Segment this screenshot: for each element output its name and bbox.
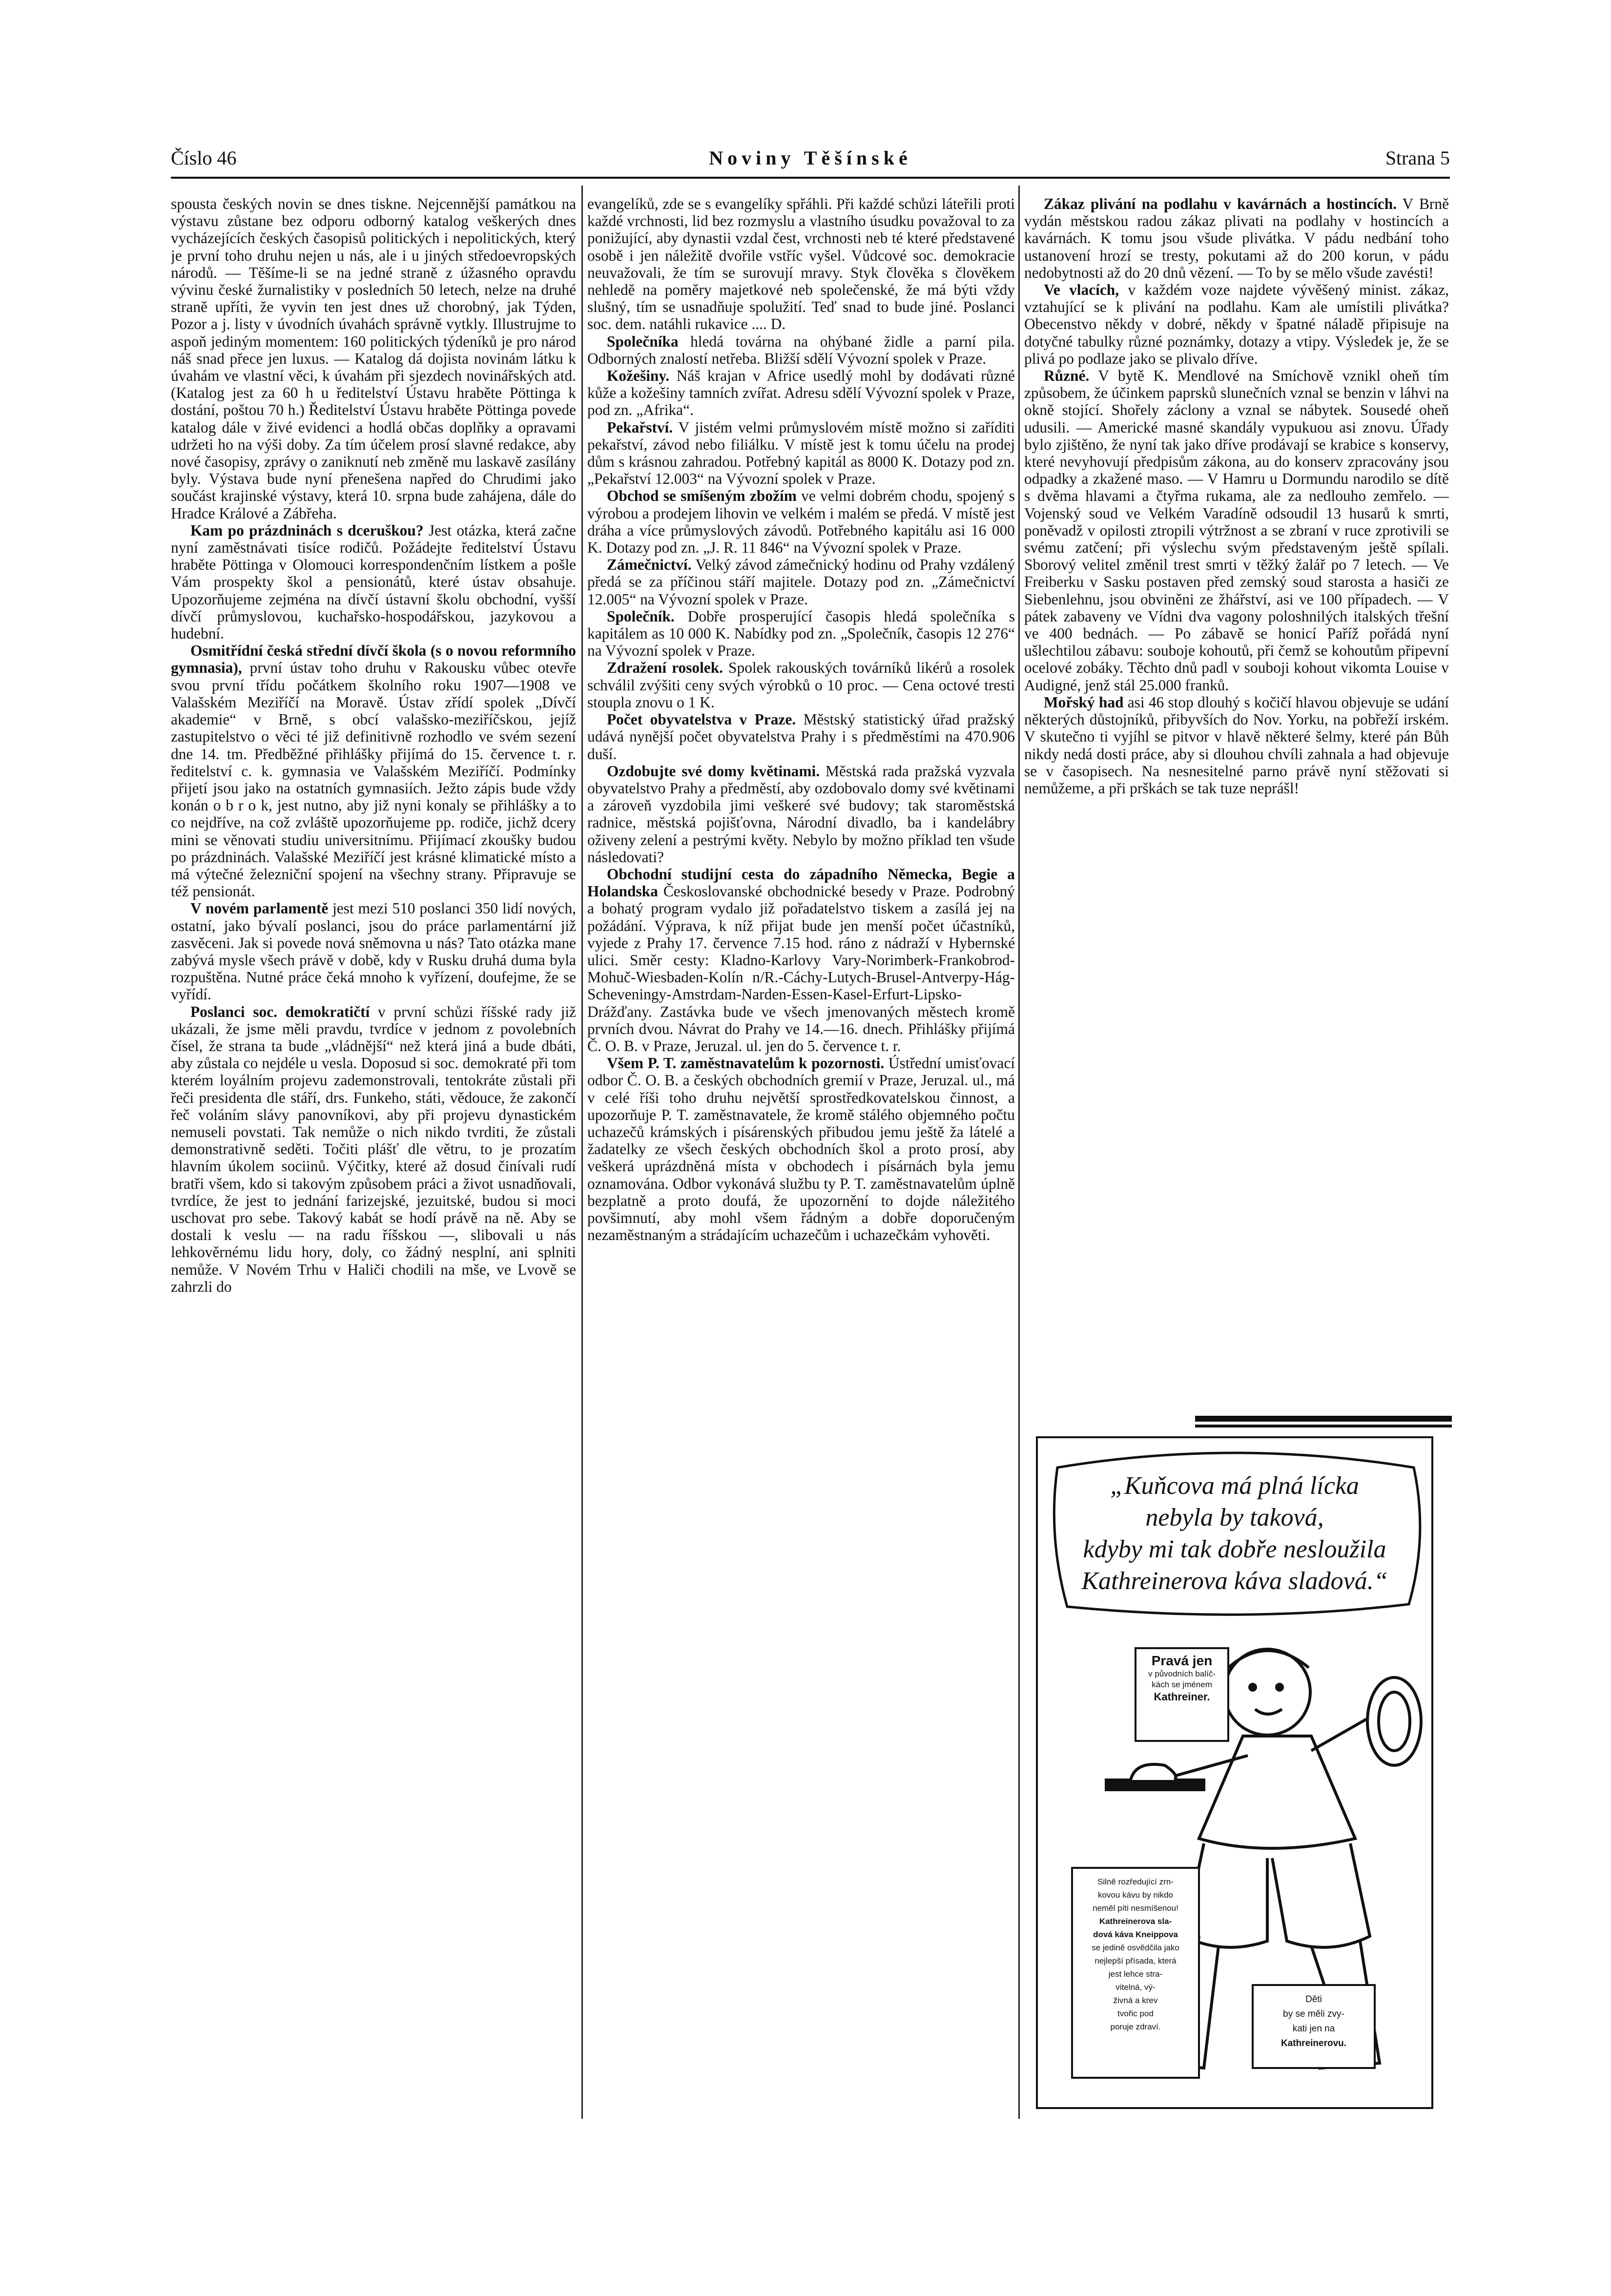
- ad-headline-line: nebyla by taková,: [1145, 1504, 1324, 1531]
- article-heading: Různé.: [1044, 367, 1090, 385]
- article-paragraph: [587, 487, 1015, 556]
- article-heading: Pekařství.: [607, 418, 673, 436]
- newspaper-title: Noviny Těšínské: [709, 147, 912, 169]
- article-body: v každém voze najdete vývěšený minist. zákaz, vztahující se k plivání na podlahu. Kam ale umístili plivátka? Obecenstvo někdy v dobré, někdy v špatné náladě připisuje na dotyčné tabulky různé poznámky, dotazy a vtipy. Výsledek je, že se plivá po podlaze jako se plivalo dříve.: [1024, 281, 1449, 367]
- article-paragraph: [587, 195, 1015, 333]
- article-heading: Mořský had: [1044, 693, 1124, 711]
- article-paragraph: [587, 763, 1015, 866]
- article-heading: Poslanci soc. demokratičtí: [190, 1003, 370, 1020]
- article-body: Spolek rakouských továrníků likérů a rosolek schválil zvýšiti ceny svých výrobků o 10 proc. — Cena octové tresti stoupla znovu o 1 K.: [587, 659, 1015, 711]
- ad-box-line: vitelná, vý-: [1115, 1983, 1156, 1992]
- ad-box3-text: [1253, 1992, 1375, 2051]
- article-heading: Ve vlacích,: [1044, 281, 1119, 299]
- header-rule: [171, 177, 1450, 179]
- article-heading: Osmitřídní česká střední dívčí škola (s o novou reformního gymnasia),: [171, 642, 576, 677]
- article-body: Městská rada pražská vyzvala obyvatelstvo Prahy a předměstí, aby ozdobovalo domy své květinami a zároveň vyzdobila jimi veškeré své budovy; tak staroměstská radnice, městská pojišťovna, Národní divadlo, ba i kandelábry oživeny zelení a pestrými květy. Nebylo by možno příklad ten všude následovati?: [587, 762, 1015, 866]
- article-body: Ústřední umisťovací odbor Č. O. B. a českých obchodních gremií v Praze, Jeruzal. ul., má v celé říši toho druhu největší sprostředkovatelskou činnost, a upozorňuje P. T. zaměstnavatele, že kromě stálého objemného počtu uchazečů krámských i písárenských přibudou jemu ještě ža látelé a žadatelky ze všech českých obchodních škol a proto prosí, aby veškerá uprázdněná místa v obchodech i písárnách byla jemu oznamována. Odbor vykonává službu ty P. T. zaměstnavatelům úplně bezplatně a proto doufá, že upozornění to dojde náležitého povšimnutí, aby mohl všem řádným a dobře doporučeným nezaměstnaným a strádajícím uchazečům i uchazečkám vyhověti.: [587, 1055, 1015, 1244]
- article-heading: Zákaz plivání na podlahu v kavárnách a hostincích.: [1044, 195, 1397, 212]
- article-heading: Všem P. T. zaměstnavatelům k pozornosti.: [607, 1055, 885, 1072]
- column-2: [587, 195, 1015, 2119]
- article-body: V Brně vydán městskou radou zákaz plivati na podlahy v hostincích a kavárnách. K tomu jsou všude plivátka. V pádu nedbání toho ustanovení hrozí se tresty, pokutami až do 200 korun, v pádu nedobytnosti až do 20 dnů vězení. — To by se mělo všude zavésti!: [1024, 195, 1449, 281]
- article-heading: Zdražení rosolek.: [607, 659, 723, 677]
- ad-box-line: živná a krev: [1113, 1996, 1158, 2005]
- article-paragraph: [587, 608, 1015, 660]
- article-paragraph: [587, 333, 1015, 367]
- article-paragraph: [1024, 195, 1449, 281]
- article-paragraph: [171, 522, 576, 642]
- ad-box1-line: v původních balíč-: [1148, 1669, 1216, 1678]
- article-heading: Kožešiny.: [607, 367, 670, 385]
- column-3: [1024, 195, 1449, 1167]
- article-body: V jistém velmi průmyslovém místě možno si zaříditi pekařství, závod nebo filiálku. V místě jest k tomu účelu na prodej dům s krásnou zahradou. Potřebný kapitál as 8000 K. Dotazy pod zn. „Pekařství 12.003“ na Vývozní spolek v Praze.: [587, 418, 1015, 488]
- article-body: evangelíků, zde se s evangelíky spřáhli. Při každé schůzi láteřili proti každé vrchnosti, lid bez rozmyslu a vlastního úsudku považoval to za ponižující, aby dynastii vzdal čest, vrchnosti neb té které představené osobě i jen náležitě dvořile vstříc vyšel. Vůdcové soc. demokracie neuvažovali, že tím se surovují mravy. Styk člověka s člověkem nehledě na poměry majetkové neb společenské, že má býti vždy slušný, tím se usnadňuje spolužití. Teď snad to bude jiné. Poslanci soc. dem. natáhli rukavice .... D.: [587, 195, 1015, 333]
- article-heading: Zámečnictví.: [607, 556, 692, 574]
- page-number: Strana 5: [1385, 147, 1450, 169]
- ad-box-line: Kathreinerovu.: [1281, 2038, 1347, 2048]
- ad-box-line: dová káva Kneippova: [1093, 1930, 1178, 1939]
- article-paragraph: [587, 367, 1015, 419]
- article-body: Jest otázka, která začne nyní zaměstnávati tisíce rodičů. Požádejte ředitelství Ústavu hraběte Pöttinga v Olomouci korrespondenčním lístkem a pošle Vám prospekty škol a pensionátů, které ústav obsahuje. Upozorňujeme zejména na dívčí ústavní školu obchodní, vyšší dívčí průmyslovou, kuchařsko-hospodářskou, jazykovou a hudební.: [171, 521, 576, 642]
- ad-box-line: poruje zdraví.: [1110, 2022, 1161, 2031]
- article-body: Městský statistický úřad pražský udává nynější počet obyvatelstva Prahy i s předměstími na 470.906 duší.: [587, 711, 1015, 763]
- article-body: Dobře prosperující časopis hledá společníka s kapitálem as 10 000 K. Nabídky pod zn. „Společník, časopis 12 276“ na Vývozní spolek v Praze.: [587, 607, 1015, 660]
- ad-box-line: tvořic pod: [1117, 2009, 1154, 2018]
- ad-box2-text: [1072, 1875, 1199, 2033]
- article-paragraph: [587, 659, 1015, 711]
- article-body: jest mezi 510 poslanci 350 lidí nových, ostatní, jako bývalí poslanci, jsou do práce parlamentární již zasvěceni. Jak si povede nová sněmovna u nás? Tato otázka mane zabývá mysle všech právě v době, kdy v Rusku druhá duma byla rozpuštěna. Nutné práce čeká mnoho k vyřízení, doufejme, že se vyřídí.: [171, 900, 576, 1003]
- article-body: ve velmi dobrém chodu, spojený s výrobou a prodejem lihovin ve velkém i malém se předá. V místě jest dráha a více průmyslových závodů. Potřebného kapitálu asi 16 000 K. Dotazy pod zn. „J. R. 11 846“ na Vývozní spolek v Praze.: [587, 487, 1015, 557]
- article-paragraph: [1024, 367, 1449, 694]
- article-heading: Společník.: [607, 607, 675, 625]
- ad-box-line: jest lehce stra-: [1108, 1969, 1163, 1979]
- article-paragraph: [587, 419, 1015, 488]
- article-body: V bytě K. Mendlové na Smíchově vznikl oheň tím způsobem, že účinkem paprsků slunečních vznal se benzin v láhvi na okně stojící. Shořely záclony a vznal se nábytek. Sousedé oheň udusili. — Americké masné skandály vypukuou asi znovu. Úřady bylo zjištěno, že nyní tak jako dříve prodávají se krabice s konservy, které nevyhovují předpisům zákona, au do konserv zpracovány jsou odpadky a zkažené maso. — V Hamru u Dormundu narodilo se dítě s dvěma hlavami a čtyřma rukama, ale za nedlouho zemřelo. — Vojenský soud ve Velkém Varadíně odsoudil 13 husarů k smrti, poněvadž v opilosti ztropili výtržnost a se zbraní v ruce zprotivili se svému zatčení; při výslechu svým představeným ještě spílali. Sborový velitel změnil trest smrti v těžký žalář po 7 letech. — Ve Freiberku v Sasku postaven před zemský soud starosta a hasiči ze Siebenlehnu, jsou obviněni ze žhářství, asi ve 100 případech. — V pátek zabaveny ve Vídni dva vagony poloshnilých italských třešní ve 400 bednách. — Po zábavě se honicí Paříž pořádá nyní ušlechtilou zábavu: souboje kohoutů, při čemž se kohoutům připevní ocelové zobáky. Těchto dnů padl v souboji kohout vikomta Louise v Audigné, jenž stál 25.000 franků.: [1024, 367, 1449, 694]
- ad-box-line: kovou kávu by nikdo: [1097, 1890, 1174, 1900]
- ad-box-line: nejlepší přísada, která: [1095, 1956, 1177, 1965]
- ad-box-line: neměl píti nesmíšenou!: [1093, 1903, 1178, 1913]
- ad-box-line: Silně rozředující zrn-: [1097, 1877, 1174, 1886]
- column-1: [171, 195, 576, 2119]
- article-heading: Kam po prázdninách s dceruškou?: [190, 521, 424, 539]
- ad-headline-line: Kathreinerova káva sladová.“: [1081, 1567, 1388, 1595]
- ad-headline-line: kdyby mi tak dobře nesloužila: [1083, 1535, 1386, 1563]
- article-body: v první schůzi říšské rady již ukázali, že jsme měli pravdu, tvrdíce v jednom z povolebních čísel, že strana ta bude „vládnější“ než která jiná a bude dbáti, aby zůstala co nejdéle u vesla. Doposud si soc. demokraté při tom kterém loyálním projevu zademonstrovali, tentokráte zůstali při řeči presidenta dle stáří, drs. Funkeho, státi, vědouce, že zakončí řeč voláním slávy panovníkovi, aby při projevu dynastickém nemuseli povstati. Tak nemůže o nich nikdo tvrditi, že zůstali demonstrativně seděti. Točiti plášť dle větru, to je prozatím hlavním úkolem sociinů. Výčitky, které až dosud činívali rudí bratři všem, kdo si takovým způsobem práci a život usnadňovali, tvrdíce, že jest to jednání farizejské, jezuitské, budou si moci uschovat pro sebe. Takový kabát se hodí právě na ně. Aby se dostali k veslu — na radu říšskou —, slibovali u nás lehkověrnému lidu hory, doly, co žádný nesplní, ani splniti nemůže. V Novém Trhu v Haliči chodili na mše, ve Lvově se zahrzli do: [171, 1003, 576, 1295]
- article-paragraph: [587, 866, 1015, 1055]
- ad-box-line: kati jen na: [1292, 2024, 1335, 2034]
- article-body: Náš krajan v Africe usedlý mohl by dodávati různé kůže a kožešiny tamních zvířat. Adresu sdělí Vývozní spolek v Praze, pod zn. „Afrika“.: [587, 367, 1015, 419]
- column-divider: [1018, 186, 1020, 2119]
- ad-box1-line: kách se jménem: [1152, 1680, 1212, 1689]
- article-paragraph: [171, 900, 576, 1003]
- article-paragraph: [587, 711, 1015, 763]
- ad-box1-line: Kathreiner.: [1154, 1691, 1210, 1703]
- article-heading: Společníka: [607, 332, 679, 350]
- ad-top-band-line: [1195, 1422, 1452, 1425]
- ad-box1-line: Pravá jen: [1151, 1653, 1213, 1668]
- article-body: spousta českých novin se dnes tiskne. Nejcennější památkou na výstavu zůstane bez odporu odborný katalog veškerých dnes vycházejících českých časopisů politických i nepolitických, který je první toho druhu nejen u nás, ale i u jiných středoevropských národů. — Těšíme-li se na jedné straně z úžasného opravdu vývinu české žurnalistiky v posledních 50 letech, nelze na druhé straně upříti, že vyvin ten jest dnes už chorobný, jak Týden, Pozor a j. listy v úvodních úvahách správně vytkly. Illustrujme to aspoň jediným momentem: 160 politických týdeníků je pro národ náš snad přece jen luxus. — Katalog dá dojista novinám látku k úvahám ve vlastní věci, k úvahám při sjezdech novinářských atd. (Katalog jest za 60 h u ředitelství Ústavu hraběte Pöttinga k dostání, poštou 70 h.) Ředitelství Ústavu hraběte Pöttinga povede katalog dále v živé evidenci a hodlá občas doplňky a opravami udržeti ho na výši doby. Za tím účelem prosí slavné redakce, aby nové časopisy, zprávy o zaniknutí neb změně mu laskavě zasílány byly. Výstava bude nyní přenešena napřed do Chrudimi jako součást krajinské výstavy, která 10. srpna bude zahájena, dále do Hradce Králové a Zábřeha.: [171, 195, 576, 522]
- article-paragraph: [587, 1055, 1015, 1243]
- article-body: Velký závod zámečnický hodinu od Prahy vzdálený předá se za příčinou stáří majitele. Dotazy pod zn. „Zámečnictví 12.005“ na Vývozní spolek v Praze.: [587, 556, 1015, 608]
- column-divider: [581, 186, 583, 2119]
- article-paragraph: [171, 195, 576, 522]
- ad-box-line: se jedině osvědčila jako: [1092, 1943, 1179, 1952]
- article-paragraph: [171, 1003, 576, 1295]
- article-body: první ústav toho druhu v Rakousku vůbec otevře svou první třídu počátkem školního roku 1907—1908 ve Valašském Meziříčí na Moravě. Ústav zřídí spolek „Dívčí akademie“ v Brně, s obcí valašsko-meziříčskou, jejíž zastupitelstvo o věci té již definitivně rozhodlo ve svém sezení dne 14. tm. Předběžné přihlášky přijímá do 15. července t. r. ředitelství c. k. gymnasia ve Valašském Meziříčí. Podmínky přijetí jsou jako na ostatních gymnasiích. Ježto zápis bude vždy konán o b r o k, jest nutno, aby již nyni konaly se přihlášky a to co nejdříve, na což zvláště upozorňujeme pp. rodiče, jichž dcery mini se věnovati studiu universitnímu. Přijímací zkoušky budou po prázdninách. Valašské Meziříčí jest krásné klimatické místo a má výtečné železniční spojení na všechny strany. Připravuje se též pensionát.: [171, 659, 576, 900]
- article-heading: V novém parlamentě: [190, 900, 329, 917]
- article-heading: Obchodní studijní cesta do západního Německa, Begie a Holandska: [587, 865, 1015, 900]
- ad-box-line: Děti: [1305, 1994, 1322, 2005]
- article-paragraph: [1024, 694, 1449, 797]
- article-heading: Obchod se smíšeným zbožím: [607, 487, 797, 505]
- issue-number: Číslo 46: [171, 147, 237, 169]
- article-body: Českoslovanské obchodnické besedy v Praze. Podrobný a bohatý program vydalo již pořadatelstvo tiskem a zasílá jej na požádání. Výprava, k níž přijat bude jen menší počet účastníků, vyjede z Prahy 17. července 7.15 hod. ráno z nádraží v Hybernské ulici. Směr cesty: Kladno-Karlovy Vary-Norimberk-Frankobrod-Mohuč-Wiesbaden-Kolín n/R.-Cáchy-Lutych-Brusel-Antverpy-Hág-Scheveningy-Amstrdam-Narden-Essen-Kasel-Erfurt-Lipsko-Drážďany. Zastávka bude ve všech jmenovaných městech kromě prvních dvou. Návrat do Prahy ve 14.—16. dnech. Přihlášky přijímá Č. O. B. v Praze, Jeruzal. ul. jen do 5. července t. r.: [587, 883, 1015, 1055]
- article-heading: Ozdobujte své domy květinami.: [607, 762, 820, 780]
- page-header: [171, 146, 1450, 170]
- ad-headline-line: „Kuňcova má plná lícka: [1110, 1472, 1359, 1500]
- article-paragraph: [587, 556, 1015, 608]
- article-heading: Počet obyvatelstva v Praze.: [607, 711, 796, 728]
- ad-box-line: Kathreinerova sla-: [1099, 1917, 1172, 1926]
- article-paragraph: [1024, 281, 1449, 367]
- article-body: asi 46 stop dlouhý s kočičí hlavou objevuje se udání některých důstojníků, přibyvších do Nov. Yorku, na pobřeží irském. V skutečno ti vyjíhl se pitvor v hlavě některé šelmy, které pán Bůh nikdy nedá dosti práce, aby si dlouhou chvíli zahnala a had objevuje se v časopisech. Na nesnesitelné parno právě nyní stěžovati si nemůžeme, a při prškách se tak tuze neprášl!: [1024, 693, 1449, 797]
- article-paragraph: [171, 642, 576, 900]
- article-body: hledá továrna na ohýbané židle a parní pila. Odborných znalostí netřeba. Bližší sdělí Vývozní spolek v Praze.: [587, 332, 1015, 367]
- ad-box-line: by se měli zvy-: [1283, 2009, 1344, 2019]
- kathreiner-advertisement: [1036, 1436, 1433, 2109]
